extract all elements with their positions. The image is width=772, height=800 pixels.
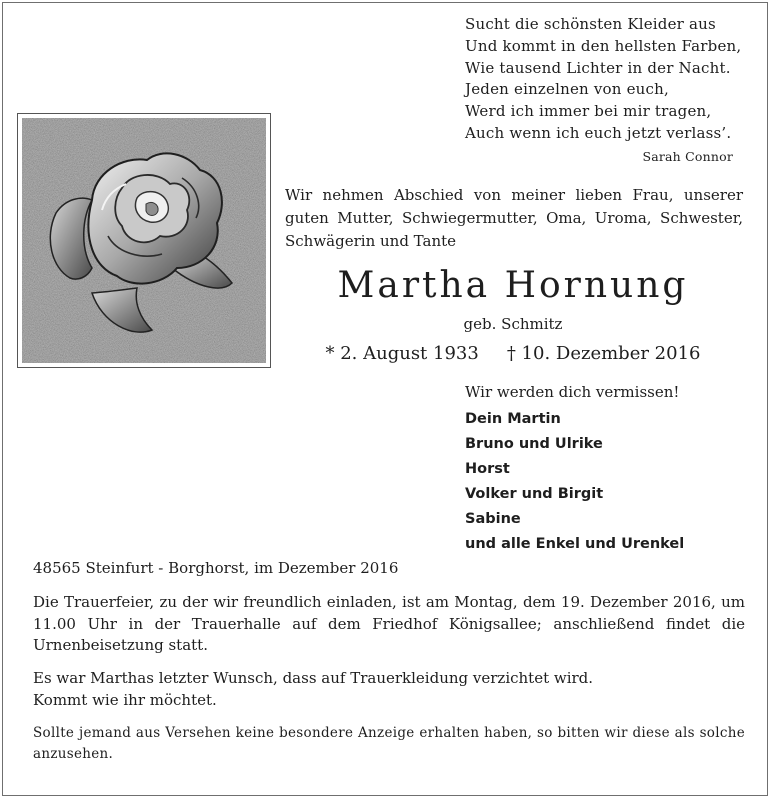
obituary-card [2, 2, 768, 796]
poem-author: Sarah Connor [642, 148, 733, 164]
last-wish [33, 668, 745, 711]
poem-line: Auch wenn ich euch jetzt verlass’. [465, 123, 732, 142]
deceased-name: Martha Hornung [337, 265, 689, 306]
rose-photo [17, 113, 271, 368]
mourner-name: Sabine [465, 511, 521, 527]
death-date: † 10. Dezember 2016 [506, 343, 701, 364]
life-dates [283, 343, 743, 364]
intro-text: Wir nehmen Abschied von meiner lieben Frau, unserer guten Mutter, Schwiegermutter, Oma, Uroma, Schwester, Schwägerin und Tante [285, 186, 743, 250]
mourners-list [465, 381, 755, 557]
mourner-name: Dein Martin [465, 411, 561, 427]
poem-line: Jeden einzelnen von euch, [465, 80, 669, 99]
birth-date: * 2. August 1933 [325, 343, 479, 364]
mourner-name: und alle Enkel und Urenkel [465, 536, 685, 552]
funeral-info: Die Trauerfeier, zu der wir freundlich einladen, ist am Montag, dem 19. Dezember 2016, um 11.00 Uhr in der Trauerhalle auf dem Friedhof Königsallee; anschließend findet die Urnenbeisetzung statt. [33, 593, 745, 654]
mourners-tagline: Wir werden dich vermissen! [465, 383, 680, 401]
notice-text: Sollte jemand aus Versehen keine besondere Anzeige erhalten haben, so bitten wir diese als solche anzusehen. [33, 725, 745, 762]
mourner-name: Volker und Birgit [465, 486, 604, 502]
poem-line: Sucht die schönsten Kleider aus [465, 15, 716, 33]
poem-line: Und kommt in den hellsten Farben, [465, 36, 742, 55]
mourner-name: Horst [465, 461, 510, 477]
maiden-name: geb. Schmitz [463, 315, 563, 333]
last-wish-line: Kommt wie ihr möchtet. [33, 690, 217, 709]
poem-line: Werd ich immer bei mir tragen, [465, 102, 712, 121]
mourner-name: Bruno und Ulrike [465, 436, 603, 452]
last-wish-line: Es war Marthas letzter Wunsch, dass auf Trauerkleidung verzichtet wird. [33, 669, 594, 687]
poem-line: Wie tausend Lichter in der Nacht. [465, 58, 731, 77]
poem [465, 14, 755, 168]
place-date: 48565 Steinfurt - Borghorst, im Dezember 2016 [33, 559, 399, 577]
rose-icon [22, 118, 266, 363]
rose-photo-background [22, 118, 266, 363]
